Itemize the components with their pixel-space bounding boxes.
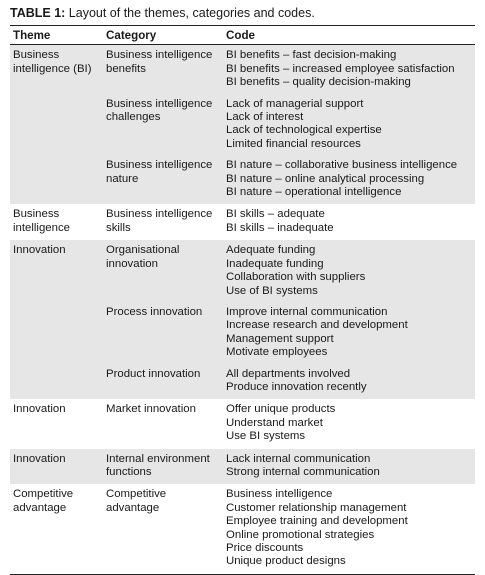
theme-text: Competitive bbox=[13, 488, 74, 501]
themes-table bbox=[10, 25, 475, 575]
code-item: Unique product designs bbox=[226, 555, 346, 568]
header-category: Category bbox=[103, 26, 223, 45]
category-text: nature bbox=[106, 172, 139, 185]
code-item: Motivate employees bbox=[226, 346, 328, 359]
category-cell bbox=[103, 45, 223, 90]
code-cell bbox=[223, 399, 475, 448]
code-item: BI benefits – fast decision-making bbox=[226, 49, 397, 62]
table-row bbox=[10, 151, 475, 204]
category-cell bbox=[103, 90, 223, 152]
category-cell bbox=[103, 399, 223, 448]
theme-cell bbox=[10, 90, 103, 152]
code-cell bbox=[223, 298, 475, 360]
theme-cell bbox=[10, 449, 103, 485]
category-cell bbox=[103, 484, 223, 574]
code-item: Lack of managerial support bbox=[226, 97, 364, 110]
code-item: BI benefits – quality decision-making bbox=[226, 76, 411, 89]
theme-text: Business bbox=[13, 49, 60, 62]
code-item: Increase research and development bbox=[226, 319, 408, 332]
theme-cell bbox=[10, 151, 103, 204]
category-text: skills bbox=[106, 221, 131, 234]
code-cell bbox=[223, 360, 475, 400]
code-item: BI benefits – increased employee satisfaction bbox=[226, 62, 455, 75]
code-cell bbox=[223, 204, 475, 240]
code-item: Understand market bbox=[226, 416, 323, 429]
category-text: Competitive bbox=[106, 488, 167, 501]
code-item: Strong internal communication bbox=[226, 465, 380, 478]
code-item: Employee training and development bbox=[226, 515, 408, 528]
code-cell bbox=[223, 240, 475, 298]
code-item: Customer relationship management bbox=[226, 501, 407, 514]
code-cell bbox=[223, 151, 475, 204]
code-item: Offer unique products bbox=[226, 403, 336, 416]
category-text: challenges bbox=[106, 111, 161, 124]
code-item: Produce innovation recently bbox=[226, 380, 367, 393]
theme-text: intelligence bbox=[13, 221, 70, 234]
code-item: BI skills – inadequate bbox=[226, 221, 334, 234]
code-item: Lack of interest bbox=[226, 111, 304, 124]
code-item: Management support bbox=[226, 332, 334, 345]
code-item: BI nature – online analytical processing bbox=[226, 172, 425, 185]
table-body bbox=[10, 45, 475, 574]
theme-text: Innovation bbox=[13, 452, 66, 465]
table-caption bbox=[10, 6, 475, 21]
table-row bbox=[10, 298, 475, 360]
category-cell bbox=[103, 151, 223, 204]
theme-cell bbox=[10, 399, 103, 448]
code-item: Limited financial resources bbox=[226, 137, 361, 150]
code-item: Lack of technological expertise bbox=[226, 124, 382, 137]
category-text: Market innovation bbox=[106, 403, 196, 416]
category-cell bbox=[103, 298, 223, 360]
code-item: Lack internal communication bbox=[226, 452, 371, 465]
code-item: Use of BI systems bbox=[226, 284, 318, 297]
code-cell bbox=[223, 45, 475, 90]
table-row bbox=[10, 360, 475, 400]
category-text: Business intelligence bbox=[106, 49, 213, 62]
theme-text: intelligence (BI) bbox=[13, 62, 92, 75]
code-item: Online promotional strategies bbox=[226, 528, 375, 541]
category-text: Internal environment bbox=[106, 452, 210, 465]
category-cell bbox=[103, 360, 223, 400]
theme-cell bbox=[10, 45, 103, 90]
code-item: Use BI systems bbox=[226, 430, 306, 443]
category-cell bbox=[103, 240, 223, 298]
category-text: innovation bbox=[106, 257, 158, 270]
code-item: Improve internal communication bbox=[226, 305, 388, 318]
table-row bbox=[10, 399, 475, 448]
category-text: Product innovation bbox=[106, 367, 201, 380]
code-item: BI nature – operational intelligence bbox=[226, 186, 402, 199]
table-row bbox=[10, 204, 475, 240]
table-row bbox=[10, 90, 475, 152]
theme-cell bbox=[10, 204, 103, 240]
code-item: Adequate funding bbox=[226, 244, 316, 257]
header-code: Code bbox=[223, 26, 475, 45]
code-item: Inadequate funding bbox=[226, 257, 324, 270]
category-text: functions bbox=[106, 465, 152, 478]
theme-cell bbox=[10, 298, 103, 360]
code-item: Price discounts bbox=[226, 542, 304, 554]
header-row bbox=[10, 26, 475, 45]
code-item: All departments involved bbox=[226, 367, 351, 380]
theme-cell bbox=[10, 360, 103, 400]
theme-text: Innovation bbox=[13, 244, 66, 257]
category-text: Business intelligence bbox=[106, 208, 213, 221]
category-text: Business intelligence bbox=[106, 97, 213, 110]
caption-label: TABLE 1: bbox=[10, 6, 66, 20]
header-theme: Theme bbox=[10, 26, 103, 45]
code-item: BI nature – collaborative business intelligence bbox=[226, 159, 458, 172]
theme-cell bbox=[10, 240, 103, 298]
table-row bbox=[10, 484, 475, 574]
table-row bbox=[10, 449, 475, 485]
caption-text: Layout of the themes, categories and codes. bbox=[65, 6, 315, 20]
code-item: BI skills – adequate bbox=[226, 208, 325, 221]
theme-cell bbox=[10, 484, 103, 574]
code-cell bbox=[223, 449, 475, 485]
code-item: Business intelligence bbox=[226, 488, 333, 501]
theme-text: advantage bbox=[13, 501, 67, 514]
table-row bbox=[10, 45, 475, 90]
theme-text: Innovation bbox=[13, 403, 66, 416]
category-cell bbox=[103, 204, 223, 240]
category-text: Business intelligence bbox=[106, 159, 213, 172]
theme-text: Business bbox=[13, 208, 60, 221]
table-row bbox=[10, 240, 475, 298]
category-cell bbox=[103, 449, 223, 485]
category-text: Process innovation bbox=[106, 305, 203, 318]
category-text: advantage bbox=[106, 501, 160, 514]
category-text: Organisational bbox=[106, 244, 180, 257]
code-cell bbox=[223, 90, 475, 152]
code-cell bbox=[223, 484, 475, 574]
code-item: Collaboration with suppliers bbox=[226, 271, 366, 284]
category-text: benefits bbox=[106, 62, 146, 75]
